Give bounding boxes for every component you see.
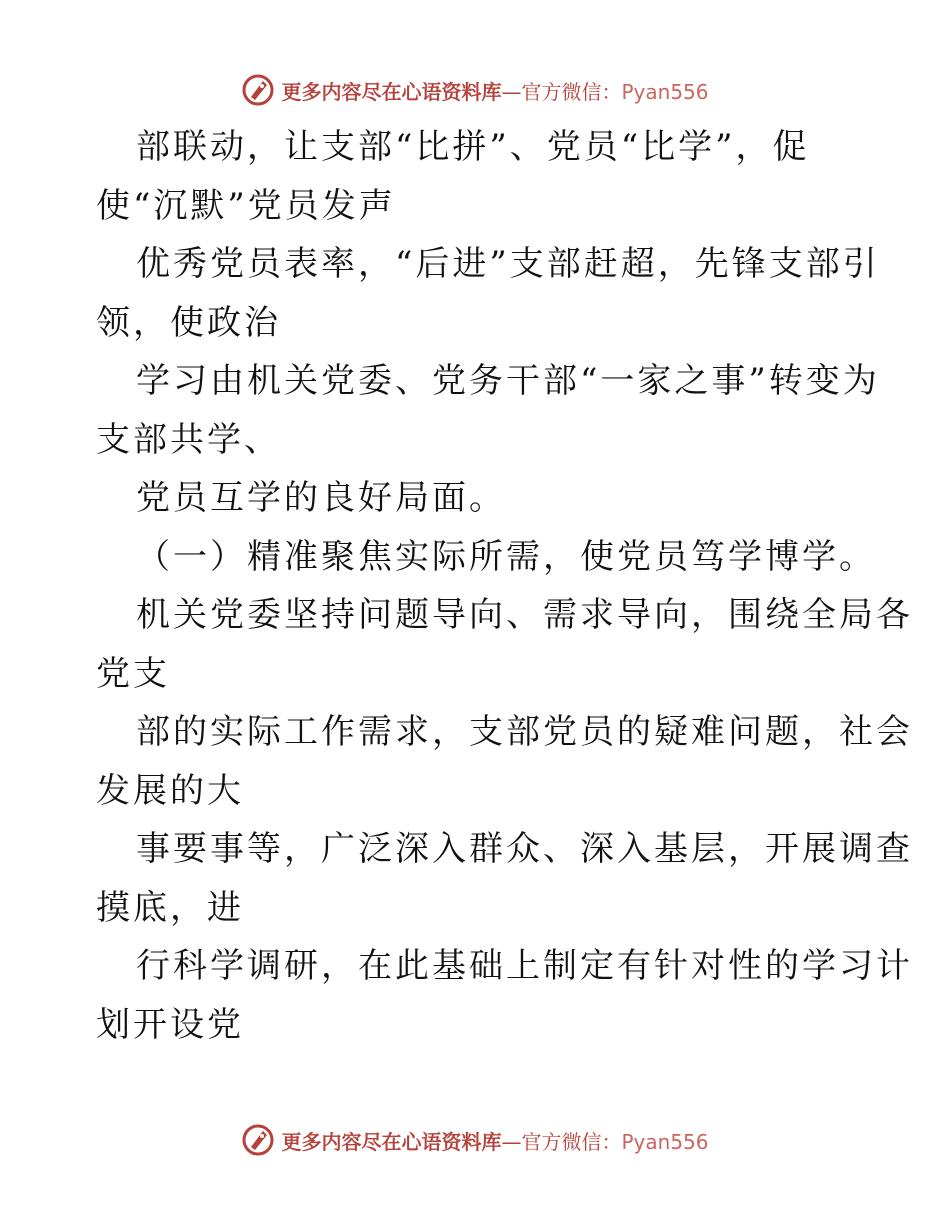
watermark-text	[281, 1126, 708, 1155]
document-body	[96, 118, 913, 1054]
watermark-official-label: 官方微信：	[521, 79, 622, 104]
text-line: 党支	[96, 653, 170, 694]
text-line: 领，使政治	[96, 302, 281, 343]
pen-nib-logo-icon	[241, 73, 275, 107]
text-line: 优秀党员表率，“后进”支部赶超，先锋支部引	[136, 244, 880, 284]
footer-watermark	[0, 1120, 950, 1160]
header-watermark	[0, 70, 950, 110]
text-line: 支部共学、	[96, 419, 281, 460]
watermark-dash: —	[501, 79, 522, 104]
text-line: 机关党委坚持问题导向、需求导向，围绕全局各	[136, 595, 913, 635]
watermark-site-name: 更多内容尽在心语资料库	[281, 1129, 502, 1154]
text-line: 行科学调研，在此基础上制定有针对性的学习计	[136, 946, 913, 986]
watermark-official-label: 官方微信：	[521, 1129, 622, 1154]
text-line: 部联动，让支部“比拼”、党员“比学”，促	[136, 127, 810, 167]
watermark-text	[281, 76, 708, 105]
watermark-dash: —	[501, 1129, 522, 1154]
text-line: 划开设党	[96, 1004, 244, 1045]
text-line: 使“沉默”党员发声	[96, 185, 396, 226]
watermark-site-name: 更多内容尽在心语资料库	[281, 79, 502, 104]
watermark-wechat-id: Pyan556	[621, 79, 709, 104]
text-line: 党员互学的良好局面。	[136, 478, 506, 518]
watermark-wechat-id: Pyan556	[621, 1129, 709, 1154]
text-line: （一）精准聚焦实际所需，使党员笃学博学。	[136, 536, 876, 577]
pen-nib-logo-icon	[241, 1123, 275, 1157]
text-line: 学习由机关党委、党务干部“一家之事”转变为	[136, 361, 880, 401]
text-line: 摸底，进	[96, 887, 244, 928]
text-line: 部的实际工作需求，支部党员的疑难问题，社会	[136, 712, 913, 752]
text-line: 发展的大	[96, 770, 244, 811]
text-line: 事要事等，广泛深入群众、深入基层，开展调查	[136, 829, 913, 869]
